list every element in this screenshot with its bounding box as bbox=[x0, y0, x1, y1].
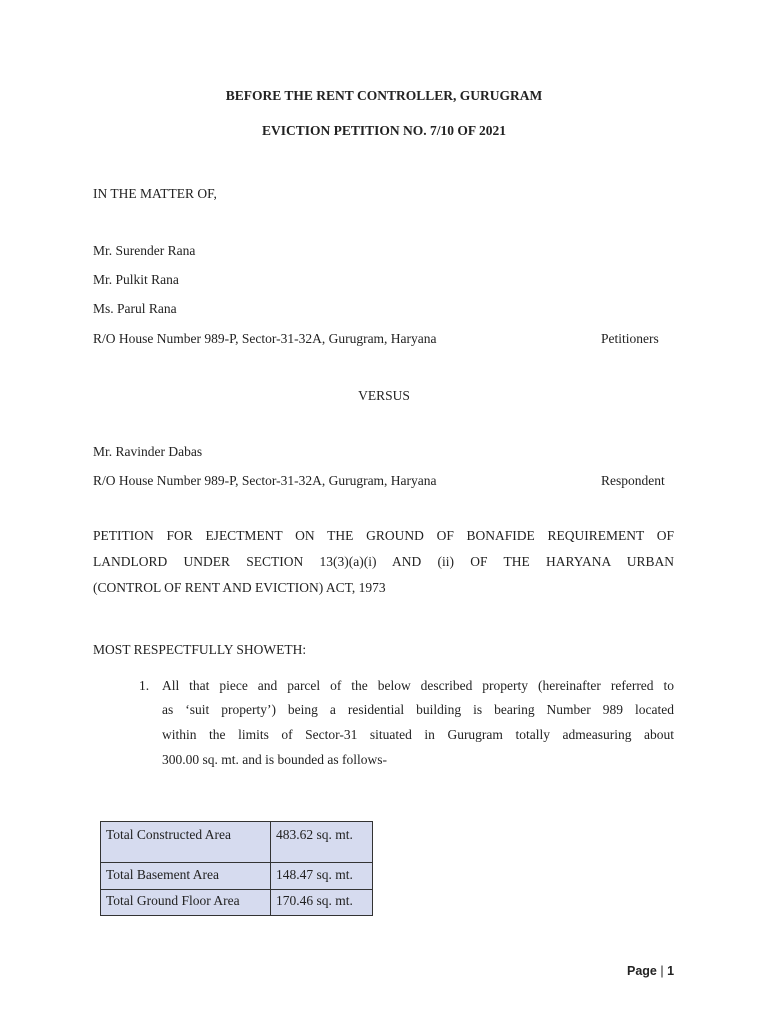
table-row bbox=[101, 890, 373, 916]
list-item-line: as ‘suit property’) being a residential building is bearing Number 989 located bbox=[162, 702, 674, 717]
area-value-cell: 170.46 sq. mt. bbox=[271, 890, 373, 916]
petition-title-line: (CONTROL OF RENT AND EVICTION) ACT, 1973 bbox=[93, 580, 386, 595]
list-item-line: within the limits of Sector-31 situated in Gurugram totally admeasuring about bbox=[162, 727, 674, 742]
court-heading: BEFORE THE RENT CONTROLLER, GURUGRAM bbox=[225, 88, 543, 103]
table-row bbox=[101, 822, 373, 863]
matter-intro: IN THE MATTER OF, bbox=[93, 186, 217, 201]
petitioner-name: Ms. Parul Rana bbox=[93, 301, 177, 316]
area-label-cell: Total Constructed Area bbox=[101, 822, 271, 863]
area-label-cell: Total Basement Area bbox=[101, 863, 271, 890]
table-row bbox=[101, 863, 373, 890]
petitioner-name: Mr. Surender Rana bbox=[93, 243, 196, 258]
page-number: 1 bbox=[667, 964, 675, 978]
respondent-address: R/O House Number 989-P, Sector-31-32A, Gurugram, Haryana bbox=[93, 473, 437, 488]
respondent-tag: Respondent bbox=[601, 473, 665, 488]
page-label: Page bbox=[627, 964, 657, 978]
petitioner-name: Mr. Pulkit Rana bbox=[93, 272, 179, 287]
showeth-heading: MOST RESPECTFULLY SHOWETH: bbox=[93, 642, 307, 657]
petitioners-tag: Petitioners bbox=[601, 331, 659, 346]
list-item-line: All that piece and parcel of the below described property (hereinafter referred to bbox=[162, 678, 674, 693]
area-label-cell: Total Ground Floor Area bbox=[101, 890, 271, 916]
versus-label: VERSUS bbox=[358, 388, 410, 403]
page-separator: | bbox=[660, 964, 664, 978]
respondent-name: Mr. Ravinder Dabas bbox=[93, 444, 203, 459]
area-value-cell: 483.62 sq. mt. bbox=[271, 822, 373, 863]
area-value-cell: 148.47 sq. mt. bbox=[271, 863, 373, 890]
petition-number-heading: EVICTION PETITION NO. 7/10 OF 2021 bbox=[261, 123, 507, 138]
petition-title-line: LANDLORD UNDER SECTION 13(3)(a)(i) AND (ii) OF THE HARYANA URBAN bbox=[93, 554, 674, 569]
list-item-line: 300.00 sq. mt. and is bounded as follows- bbox=[162, 752, 387, 767]
area-table bbox=[100, 821, 373, 916]
page-footer bbox=[627, 964, 674, 978]
list-item-number: 1. bbox=[139, 678, 150, 693]
petitioner-address: R/O House Number 989-P, Sector-31-32A, Gurugram, Haryana bbox=[93, 331, 437, 346]
petition-title-line: PETITION FOR EJECTMENT ON THE GROUND OF BONAFIDE REQUIREMENT OF bbox=[93, 528, 674, 543]
